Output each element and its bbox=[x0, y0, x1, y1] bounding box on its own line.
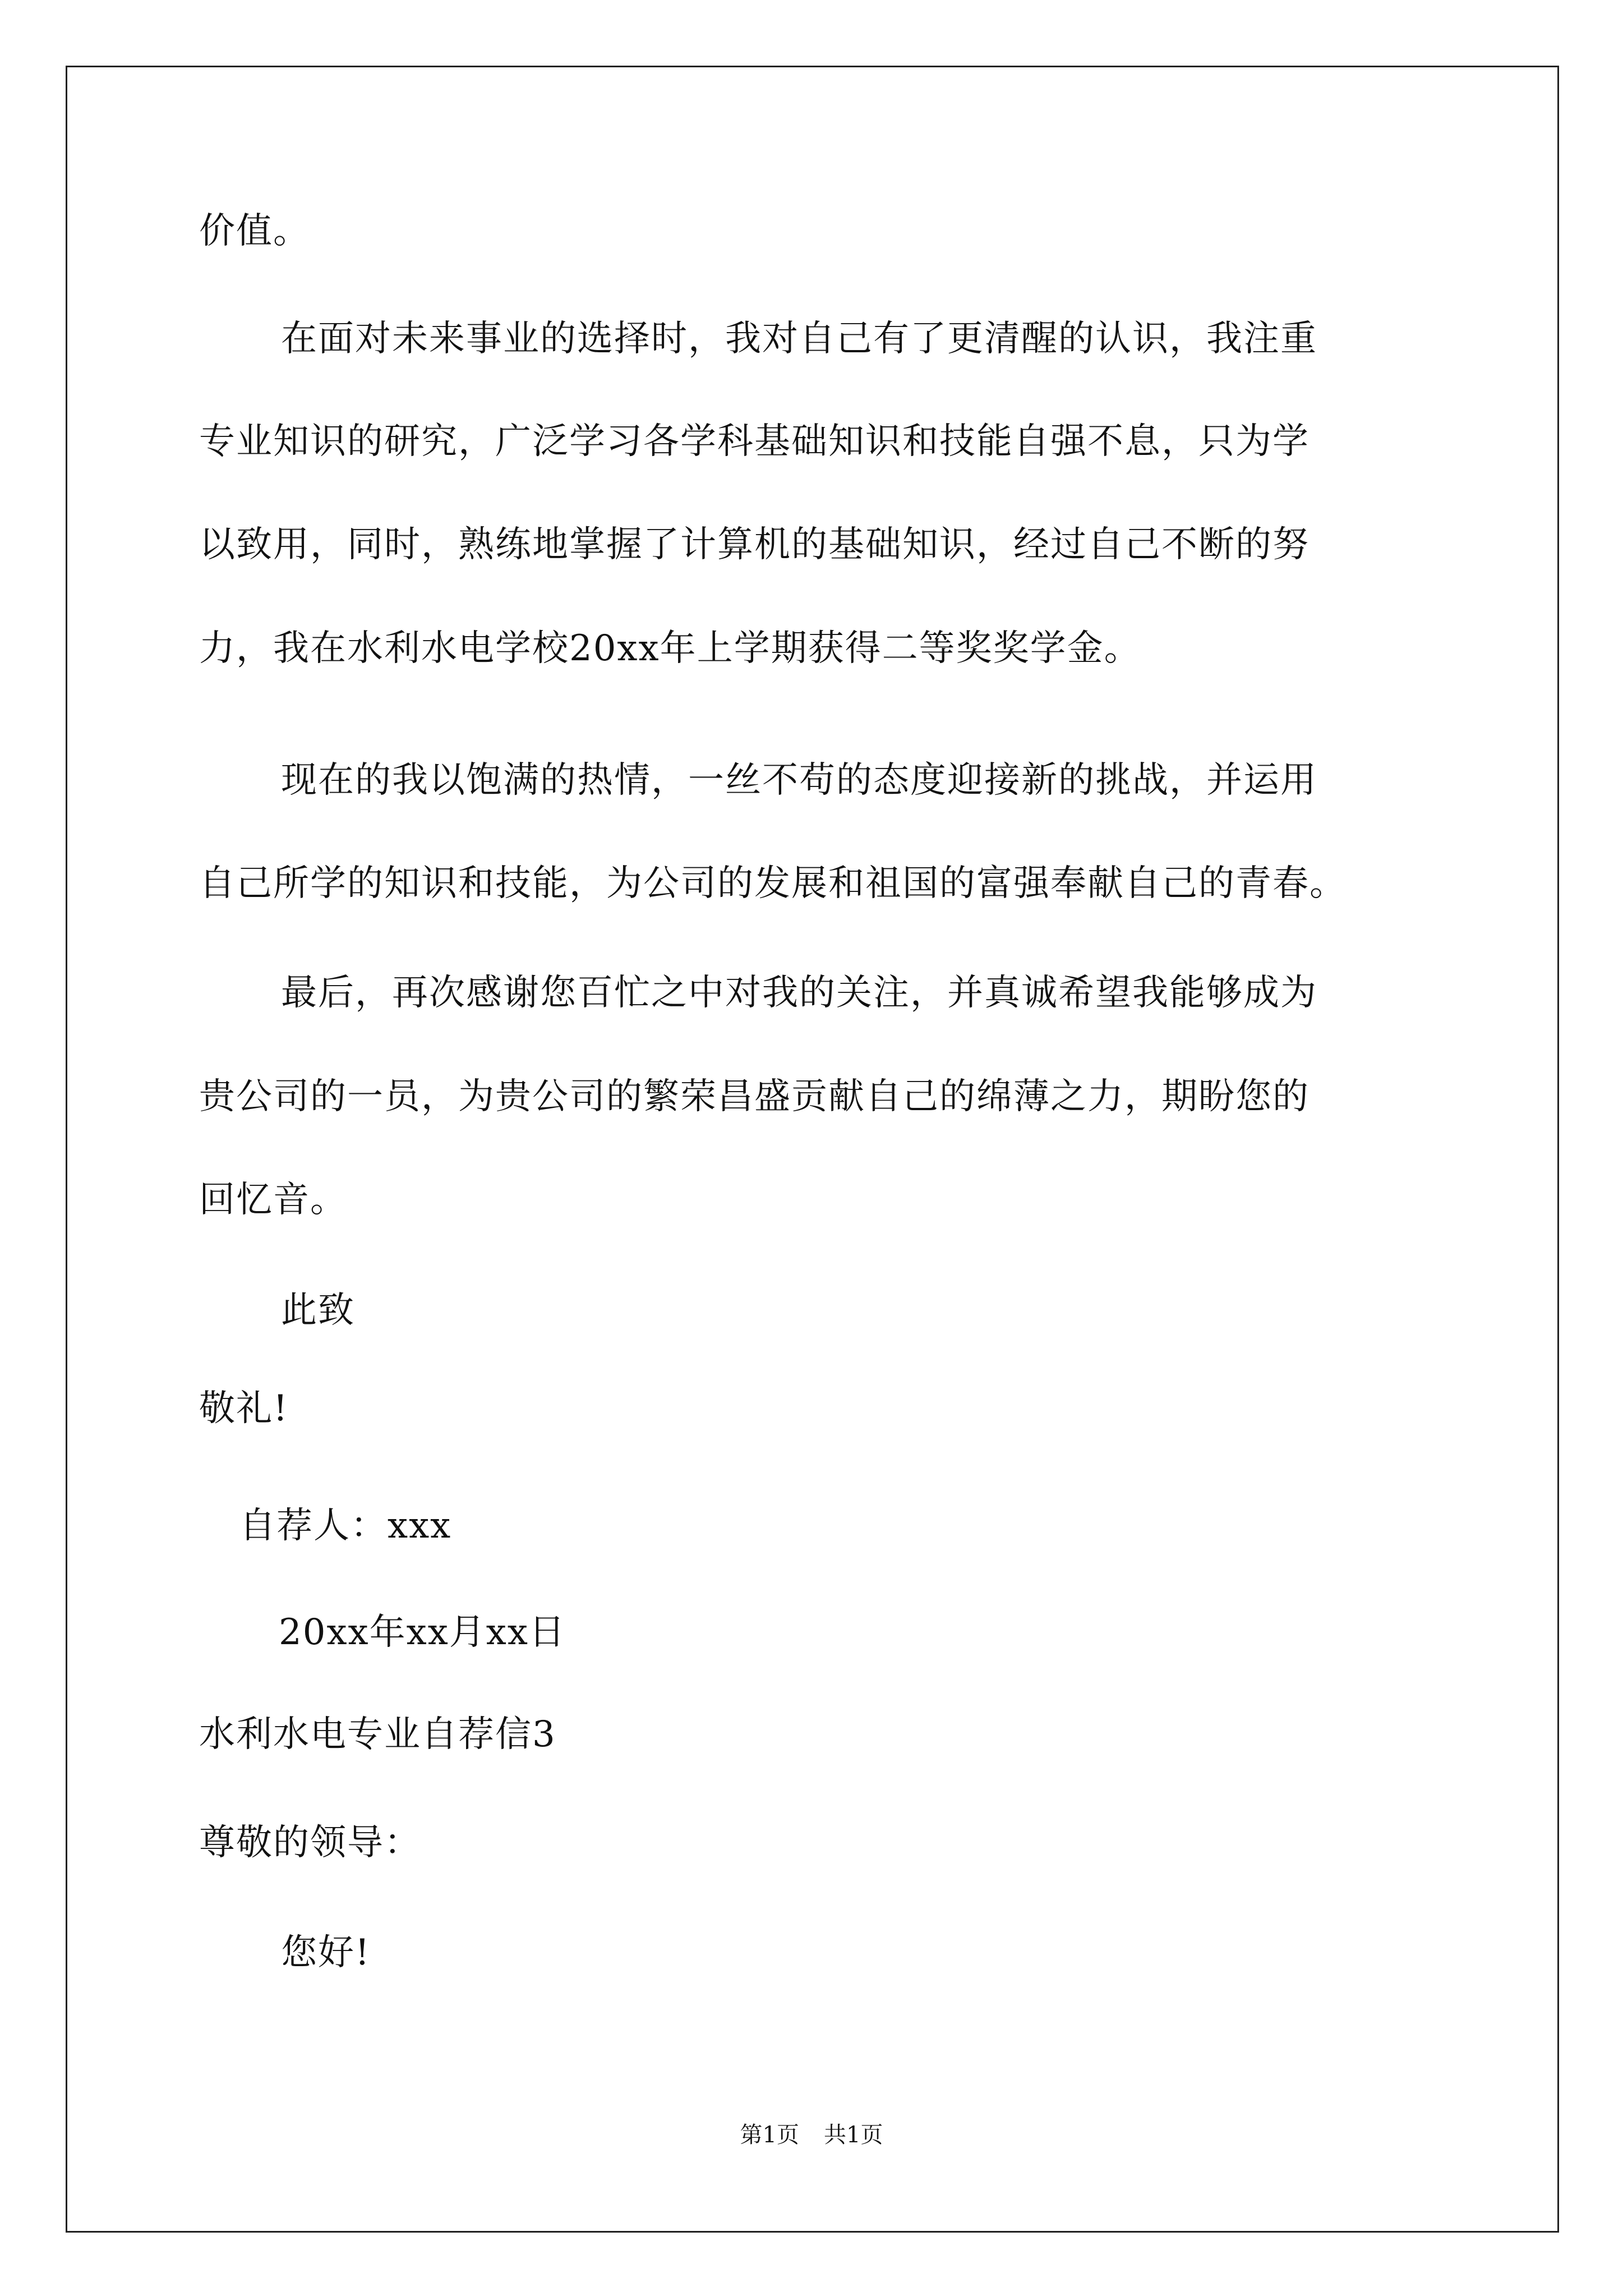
footer-page-total: 共1页 bbox=[824, 2122, 883, 2148]
page-border bbox=[66, 66, 1559, 2233]
body-line-9: 贵公司的一员，为贵公司的繁荣昌盛贡献自己的绵薄之力，期盼您的 bbox=[199, 1076, 1310, 1117]
body-line-5: 力，我在水利水电学校20xx年上学期获得二等奖奖学金。 bbox=[199, 628, 1141, 669]
body-line-10: 回忆音。 bbox=[199, 1179, 347, 1221]
body-line-8: 最后，再次感谢您百忙之中对我的关注，并真诚希望我能够成为 bbox=[281, 972, 1317, 1014]
body-line-4: 以致用，同时，熟练地掌握了计算机的基础知识，经过自己不断的努 bbox=[199, 524, 1310, 565]
greeting-hello: 您好! bbox=[281, 1932, 371, 1973]
body-line-1: 价值。 bbox=[199, 210, 310, 252]
closing-regards: 敬礼! bbox=[199, 1388, 289, 1429]
footer-page-number: 第1页 bbox=[740, 2122, 799, 2148]
page-footer bbox=[0, 2121, 1623, 2149]
closing-salutation: 此致 bbox=[281, 1290, 355, 1331]
signature-line: 自荐人：xxx bbox=[239, 1505, 452, 1547]
greeting-line: 尊敬的领导： bbox=[199, 1822, 421, 1864]
date-line: 20xx年xx月xx日 bbox=[279, 1612, 566, 1653]
section-heading: 水利水电专业自荐信3 bbox=[199, 1714, 556, 1755]
body-line-3: 专业知识的研究，广泛学习各学科基础知识和技能自强不息，只为学 bbox=[199, 421, 1310, 462]
body-line-2: 在面对未来事业的选择时，我对自己有了更清醒的认识，我注重 bbox=[281, 318, 1317, 360]
body-line-7: 自己所学的知识和技能，为公司的发展和祖国的富强奉献自己的青春。 bbox=[199, 863, 1347, 904]
body-line-6: 现在的我以饱满的热情，一丝不苟的态度迎接新的挑战，并运用 bbox=[281, 760, 1317, 801]
